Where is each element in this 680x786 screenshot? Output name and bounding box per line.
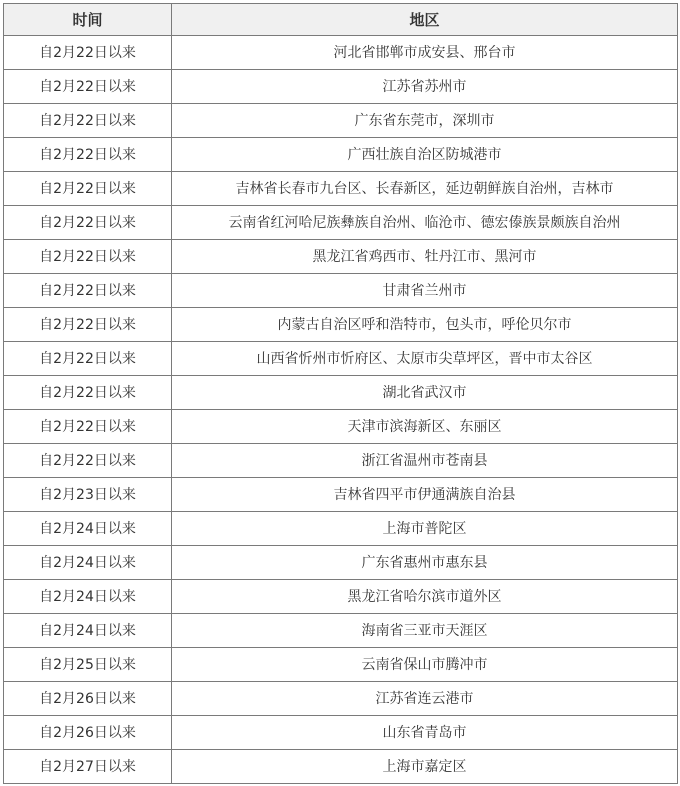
region-cell: 河北省邯郸市成安县、邢台市: [172, 36, 678, 70]
time-cell: 自2月24日以来: [4, 512, 172, 546]
table-row: [4, 172, 678, 206]
region-cell: 内蒙古自治区呼和浩特市，包头市，呼伦贝尔市: [172, 308, 678, 342]
time-cell: 自2月22日以来: [4, 36, 172, 70]
region-cell: 天津市滨海新区、东丽区: [172, 410, 678, 444]
region-cell: 吉林省长春市九台区、长春新区，延边朝鲜族自治州，吉林市: [172, 172, 678, 206]
region-cell: 江苏省连云港市: [172, 682, 678, 716]
table-row: [4, 342, 678, 376]
table-row: [4, 444, 678, 478]
region-table: [3, 3, 678, 784]
region-cell: 广西壮族自治区防城港市: [172, 138, 678, 172]
region-cell: 吉林省四平市伊通满族自治县: [172, 478, 678, 512]
time-cell: 自2月26日以来: [4, 682, 172, 716]
region-cell: 湖北省武汉市: [172, 376, 678, 410]
region-cell: 江苏省苏州市: [172, 70, 678, 104]
table-header: [4, 4, 678, 36]
table-row: [4, 308, 678, 342]
time-cell: 自2月22日以来: [4, 308, 172, 342]
region-cell: 山东省青岛市: [172, 716, 678, 750]
region-cell: 海南省三亚市天涯区: [172, 614, 678, 648]
region-cell: 山西省忻州市忻府区、太原市尖草坪区，晋中市太谷区: [172, 342, 678, 376]
time-cell: 自2月27日以来: [4, 750, 172, 784]
table-row: [4, 478, 678, 512]
time-cell: 自2月22日以来: [4, 410, 172, 444]
region-cell: 云南省保山市腾冲市: [172, 648, 678, 682]
region-cell: 甘肃省兰州市: [172, 274, 678, 308]
table-row: [4, 138, 678, 172]
region-cell: 上海市嘉定区: [172, 750, 678, 784]
time-cell: 自2月22日以来: [4, 206, 172, 240]
time-cell: 自2月24日以来: [4, 580, 172, 614]
region-cell: 浙江省温州市苍南县: [172, 444, 678, 478]
time-cell: 自2月22日以来: [4, 70, 172, 104]
region-column-header: 地区: [172, 4, 678, 36]
table-row: [4, 750, 678, 784]
table-row: [4, 240, 678, 274]
time-cell: 自2月24日以来: [4, 614, 172, 648]
time-cell: 自2月26日以来: [4, 716, 172, 750]
region-cell: 上海市普陀区: [172, 512, 678, 546]
time-cell: 自2月22日以来: [4, 240, 172, 274]
table-row: [4, 716, 678, 750]
table-row: [4, 580, 678, 614]
table-row: [4, 36, 678, 70]
time-cell: 自2月22日以来: [4, 138, 172, 172]
table-row: [4, 648, 678, 682]
region-cell: 黑龙江省哈尔滨市道外区: [172, 580, 678, 614]
region-cell: 云南省红河哈尼族彝族自治州、临沧市、德宏傣族景颇族自治州: [172, 206, 678, 240]
time-column-header: 时间: [4, 4, 172, 36]
region-cell: 广东省惠州市惠东县: [172, 546, 678, 580]
region-cell: 广东省东莞市，深圳市: [172, 104, 678, 138]
table-row: [4, 206, 678, 240]
table-row: [4, 104, 678, 138]
table-body: [4, 36, 678, 784]
time-cell: 自2月22日以来: [4, 444, 172, 478]
table-row: [4, 682, 678, 716]
time-cell: 自2月23日以来: [4, 478, 172, 512]
table-row: [4, 376, 678, 410]
time-cell: 自2月22日以来: [4, 172, 172, 206]
region-cell: 黑龙江省鸡西市、牡丹江市、黑河市: [172, 240, 678, 274]
time-cell: 自2月24日以来: [4, 546, 172, 580]
time-cell: 自2月22日以来: [4, 376, 172, 410]
time-cell: 自2月22日以来: [4, 104, 172, 138]
time-cell: 自2月22日以来: [4, 342, 172, 376]
table-row: [4, 614, 678, 648]
table-row: [4, 410, 678, 444]
table-row: [4, 274, 678, 308]
table-row: [4, 512, 678, 546]
table-row: [4, 70, 678, 104]
time-cell: 自2月25日以来: [4, 648, 172, 682]
table-row: [4, 546, 678, 580]
time-cell: 自2月22日以来: [4, 274, 172, 308]
header-row: [4, 4, 678, 36]
